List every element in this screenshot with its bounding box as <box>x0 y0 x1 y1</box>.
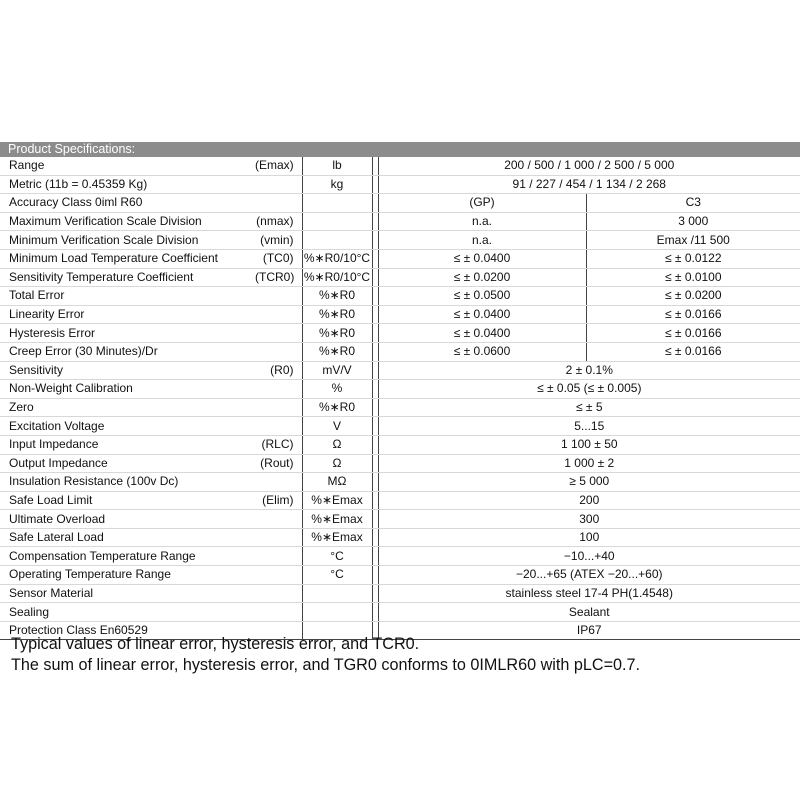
spec-symbol: (TC0) <box>255 249 302 268</box>
spec-name: Linearity Error <box>0 305 255 324</box>
spec-unit <box>302 194 372 213</box>
spec-unit: kg <box>302 175 372 194</box>
spec-value-c3: 3 000 <box>586 212 800 231</box>
spec-name: Excitation Voltage <box>0 417 255 436</box>
spec-row <box>0 342 800 361</box>
spec-name: Sensitivity <box>0 361 255 380</box>
spec-value: stainless steel 17-4 PH(1.4548) <box>378 584 800 603</box>
spec-unit: %∗R0 <box>302 305 372 324</box>
spec-name: Maximum Verification Scale Division <box>0 212 255 231</box>
footnote-2: The sum of linear error, hysteresis error, and TGR0 conforms to 0IMLR60 with pLC=0.7. <box>11 656 641 674</box>
spec-value: 2 ± 0.1% <box>378 361 800 380</box>
spec-name: Output Impedance <box>0 454 255 473</box>
spec-unit: %∗R0 <box>302 324 372 343</box>
spec-value-gp: ≤ ± 0.0200 <box>378 268 586 287</box>
spec-value-gp: ≤ ± 0.0600 <box>378 342 586 361</box>
spec-unit <box>302 584 372 603</box>
spec-name: Insulation Resistance (100v Dc) <box>0 473 255 492</box>
spec-sheet <box>0 142 800 640</box>
spec-value: 1 100 ± 50 <box>378 435 800 454</box>
spec-unit: V <box>302 417 372 436</box>
spec-unit: lb <box>302 157 372 175</box>
spec-row <box>0 324 800 343</box>
spec-unit: %∗R0/10°C <box>302 268 372 287</box>
spec-symbol <box>255 510 302 529</box>
spec-value: 5...15 <box>378 417 800 436</box>
spec-unit: %∗Emax <box>302 491 372 510</box>
spec-symbol: (Emax) <box>255 157 302 175</box>
spec-name: Sealing <box>0 603 255 622</box>
spec-name: Ultimate Overload <box>0 510 255 529</box>
spec-row <box>0 212 800 231</box>
spec-unit: °C <box>302 547 372 566</box>
spec-value: 200 / 500 / 1 000 / 2 500 / 5 000 <box>378 157 800 175</box>
spec-symbol: (R0) <box>255 361 302 380</box>
spec-value: ≤ ± 0.05 (≤ ± 0.005) <box>378 380 800 399</box>
spec-value-gp: ≤ ± 0.0400 <box>378 249 586 268</box>
spec-row <box>0 305 800 324</box>
spec-name: Minimum Load Temperature Coefficient <box>0 249 255 268</box>
spec-name: Minimum Verification Scale Division <box>0 231 255 250</box>
spec-row <box>0 473 800 492</box>
spec-value-gp: ≤ ± 0.0400 <box>378 324 586 343</box>
spec-value-c3: ≤ ± 0.0166 <box>586 305 800 324</box>
spec-value: Sealant <box>378 603 800 622</box>
spec-value: 1 000 ± 2 <box>378 454 800 473</box>
spec-row <box>0 547 800 566</box>
spec-name: Non-Weight Calibration <box>0 380 255 399</box>
spec-name: Zero <box>0 398 255 417</box>
spec-row <box>0 361 800 380</box>
spec-value-gp: n.a. <box>378 212 586 231</box>
spec-symbol <box>255 305 302 324</box>
spec-symbol: (RLC) <box>255 435 302 454</box>
spec-row <box>0 417 800 436</box>
spec-row <box>0 231 800 250</box>
spec-value-gp: ≤ ± 0.0500 <box>378 287 586 306</box>
spec-value: IP67 <box>378 621 800 640</box>
spec-value: 300 <box>378 510 800 529</box>
spec-unit: %∗Emax <box>302 510 372 529</box>
spec-symbol <box>255 528 302 547</box>
spec-unit: mV/V <box>302 361 372 380</box>
spec-value-c3: C3 <box>586 194 800 213</box>
spec-symbol <box>255 380 302 399</box>
spec-symbol: (TCR0) <box>255 268 302 287</box>
spec-unit: Ω <box>302 454 372 473</box>
spec-name: Input Impedance <box>0 435 255 454</box>
spec-unit: %∗Emax <box>302 528 372 547</box>
spec-table <box>0 157 800 640</box>
spec-unit: %∗R0 <box>302 287 372 306</box>
spec-unit: °C <box>302 566 372 585</box>
spec-row <box>0 175 800 194</box>
spec-row <box>0 398 800 417</box>
spec-unit: %∗R0 <box>302 398 372 417</box>
spec-unit: Ω <box>302 435 372 454</box>
spec-unit <box>302 603 372 622</box>
spec-symbol <box>255 342 302 361</box>
spec-row <box>0 380 800 399</box>
spec-name: Safe Lateral Load <box>0 528 255 547</box>
spec-name: Accuracy Class 0iml R60 <box>0 194 255 213</box>
spec-name: Protection Class En60529 <box>0 621 255 640</box>
spec-value: ≥ 5 000 <box>378 473 800 492</box>
spec-value-gp: ≤ ± 0.0400 <box>378 305 586 324</box>
spec-name: Total Error <box>0 287 255 306</box>
spec-row <box>0 287 800 306</box>
spec-value-c3: Emax /11 500 <box>586 231 800 250</box>
spec-symbol <box>255 324 302 343</box>
spec-symbol <box>255 584 302 603</box>
spec-name: Range <box>0 157 255 175</box>
spec-symbol <box>255 287 302 306</box>
spec-name: Operating Temperature Range <box>0 566 255 585</box>
footnotes <box>11 634 791 676</box>
spec-unit <box>302 231 372 250</box>
spec-row <box>0 268 800 287</box>
spec-symbol <box>255 398 302 417</box>
spec-symbol: (nmax) <box>255 212 302 231</box>
spec-row <box>0 435 800 454</box>
spec-value-c3: ≤ ± 0.0166 <box>586 324 800 343</box>
spec-symbol <box>255 547 302 566</box>
spec-row <box>0 510 800 529</box>
spec-unit: %∗R0 <box>302 342 372 361</box>
spec-unit <box>302 212 372 231</box>
spec-row <box>0 157 800 175</box>
spec-unit: MΩ <box>302 473 372 492</box>
spec-name: Sensitivity Temperature Coefficient <box>0 268 255 287</box>
spec-value-c3: ≤ ± 0.0100 <box>586 268 800 287</box>
spec-value-c3: ≤ ± 0.0166 <box>586 342 800 361</box>
spec-unit: %∗R0/10°C <box>302 249 372 268</box>
spec-unit: % <box>302 380 372 399</box>
spec-value-c3: ≤ ± 0.0122 <box>586 249 800 268</box>
spec-name: Hysteresis Error <box>0 324 255 343</box>
spec-value: 100 <box>378 528 800 547</box>
spec-value: 200 <box>378 491 800 510</box>
spec-value-gp: n.a. <box>378 231 586 250</box>
spec-row <box>0 491 800 510</box>
spec-value: ≤ ± 5 <box>378 398 800 417</box>
spec-row <box>0 603 800 622</box>
spec-row <box>0 454 800 473</box>
spec-symbol: (vmin) <box>255 231 302 250</box>
spec-value-gp: (GP) <box>378 194 586 213</box>
spec-row <box>0 194 800 213</box>
spec-symbol <box>255 194 302 213</box>
spec-row <box>0 528 800 547</box>
spec-row <box>0 584 800 603</box>
spec-value: −10...+40 <box>378 547 800 566</box>
spec-symbol <box>255 417 302 436</box>
footnote-1: Typical values of linear error, hysteresis error, and TCR0. <box>11 635 420 653</box>
spec-symbol <box>255 473 302 492</box>
spec-value: −20...+65 (ATEX −20...+60) <box>378 566 800 585</box>
spec-name: Safe Load Limit <box>0 491 255 510</box>
spec-row <box>0 566 800 585</box>
spec-symbol <box>255 603 302 622</box>
spec-name: Sensor Material <box>0 584 255 603</box>
spec-name: Metric (11b = 0.45359 Kg) <box>0 175 255 194</box>
spec-symbol: (Rout) <box>255 454 302 473</box>
spec-header: Product Specifications: <box>0 142 800 157</box>
spec-row <box>0 249 800 268</box>
spec-name: Creep Error (30 Minutes)/Dr <box>0 342 255 361</box>
spec-value: 91 / 227 / 454 / 1 134 / 2 268 <box>378 175 800 194</box>
spec-name: Compensation Temperature Range <box>0 547 255 566</box>
spec-symbol: (Elim) <box>255 491 302 510</box>
spec-symbol <box>255 566 302 585</box>
spec-symbol <box>255 175 302 194</box>
spec-value-c3: ≤ ± 0.0200 <box>586 287 800 306</box>
